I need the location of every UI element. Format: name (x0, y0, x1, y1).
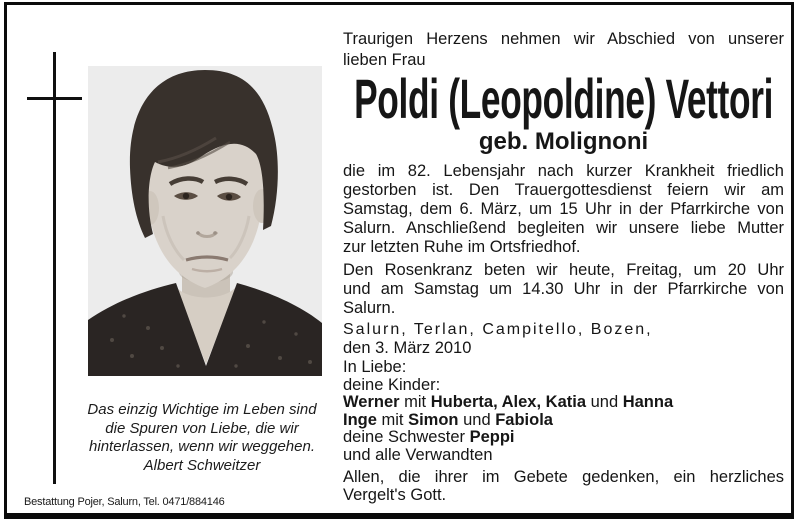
paragraph-line: Samstag, dem 6. März, um 15 Uhr in der Pfarrkirche von (343, 200, 784, 218)
paragraph-line: Den Rosenkranz beten wir heute, Freitag, um 20 Uhr (343, 261, 784, 279)
intro-line: Traurigen Herzens nehmen wir Abschied von unserer (343, 30, 784, 48)
obituary-text-column (343, 29, 784, 504)
memorial-quote (72, 401, 332, 475)
paragraph-line: zur letzten Ruhe im Ortsfriedhof. (343, 238, 581, 256)
maiden-name: geb. Molignoni (478, 128, 649, 155)
quote-author: Albert Schweitzer (143, 456, 261, 474)
quote-line: Das einzig Wichtige im Leben sind (87, 401, 317, 418)
family-line: Werner mit Huberta, Alex, Katia und Hanna (343, 393, 674, 411)
paragraph-line: die im 82. Lebensjahr nach kurzer Krankheit friedlich (343, 162, 784, 180)
latin-cross-icon-bar (27, 97, 82, 100)
intro-paragraph (343, 29, 784, 71)
places-line: Salurn, Terlan, Campitello, Bozen, (343, 321, 653, 338)
latin-cross-icon (53, 52, 56, 484)
family-line: Inge mit Simon und Fabiola (343, 410, 553, 429)
funeral-home-credit: Bestattung Pojer, Salurn, Tel. 0471/884146 (24, 496, 225, 508)
family-subheading: deine Kinder: (343, 375, 441, 394)
closing-line: Vergelt's Gott. (343, 485, 447, 504)
quote-line: hinterlassen, wenn wir weggehen. (89, 438, 315, 455)
family-block (343, 359, 784, 464)
family-heading: In Liebe: (343, 358, 407, 376)
places-and-date (343, 321, 784, 357)
deceased-name-wrap (343, 67, 784, 130)
family-line: und alle Verwandten (343, 445, 493, 464)
deceased-name: Poldi (Leopoldine) Vettori (353, 67, 774, 130)
death-announcement-paragraph (343, 162, 784, 257)
family-line: deine Schwester Peppi (343, 428, 515, 446)
rosary-paragraph (343, 261, 784, 318)
intro-line: lieben Frau (343, 51, 426, 69)
paragraph-line: und am Samstag um 14.30 Uhr in der Pfarrkirche von (343, 280, 784, 298)
paragraph-line: Salurn. Anschließend begleiten wir unsere liebe Mutter (343, 219, 784, 237)
closing-line: Allen, die ihrer im Gebete gedenken, ein herzliches (343, 468, 784, 486)
paragraph-line: gestorben ist. Den Trauergottesdienst feiern wir am (343, 181, 784, 199)
quote-line: die Spuren von Liebe, die wir (105, 419, 299, 437)
portrait-photo-graphic (88, 66, 322, 376)
date-line: den 3. März 2010 (343, 339, 472, 357)
portrait-photo (88, 66, 322, 376)
paragraph-line: Salurn. (343, 299, 396, 317)
closing-paragraph (343, 469, 784, 504)
